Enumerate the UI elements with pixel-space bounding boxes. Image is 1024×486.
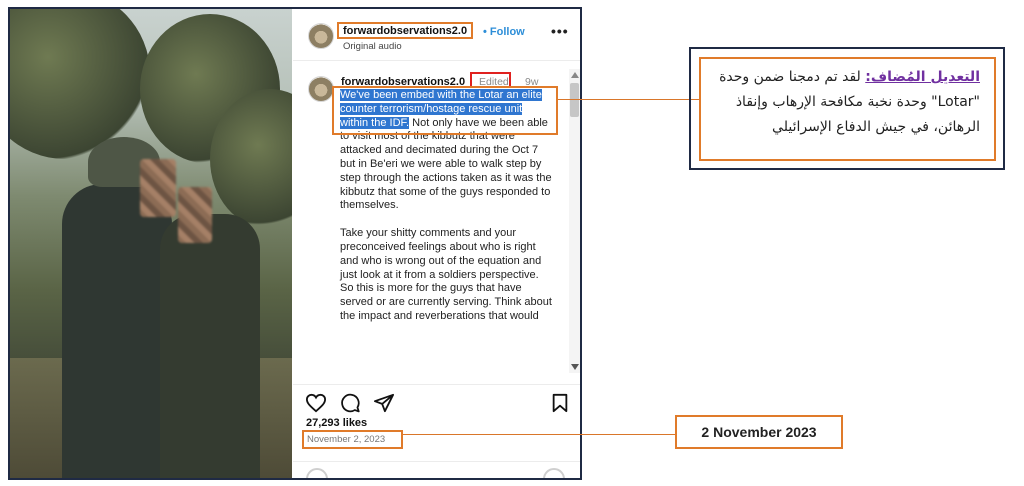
username-highlight-box [337, 22, 473, 39]
date-connector [403, 434, 675, 435]
caption-username[interactable]: forwardobservations2.0 [341, 76, 466, 88]
emoji-icon[interactable] [543, 468, 565, 480]
post-username[interactable]: forwardobservations2.0 [343, 25, 468, 37]
instagram-screenshot [8, 7, 582, 480]
caption-connector [558, 99, 699, 100]
time-ago: 9w [525, 76, 539, 88]
heart-icon[interactable] [305, 393, 327, 413]
caption-avatar[interactable] [308, 76, 334, 102]
date-highlight-box [302, 430, 403, 449]
add-comment-row[interactable] [293, 461, 582, 480]
instagram-post-panel [293, 9, 582, 478]
audio-label[interactable]: Original audio [343, 41, 402, 52]
callout-text: لقد تم دمجنا ضمن وحدة "Lotar" وحدة نخبة مكافحة الإرهاب وإنقاذ الرهائن، في جيش الدفاع الإسرائيلي [719, 69, 980, 135]
scroll-down-icon[interactable] [571, 364, 579, 370]
follow-button[interactable]: • Follow [483, 26, 525, 38]
comment-avatar [306, 468, 328, 480]
avatar[interactable] [308, 23, 334, 49]
scroll-up-icon[interactable] [571, 72, 579, 78]
caption-highlight-box [332, 86, 558, 135]
date-callout: 2 November 2023 [675, 415, 843, 449]
share-icon[interactable] [373, 393, 395, 413]
translation-callout [699, 57, 996, 161]
caption-paragraph-2: Take your shitty comments and your preconceived feelings about who is right and who is wrong out of the equation and just look at it from a soldiers perspective. So this is more for the guys that have served or are currently serving. Think about the impact and reverberations that would [340, 227, 552, 322]
edited-label: Edited [479, 76, 509, 88]
callout-label: التعديل المُضاف: [865, 69, 980, 85]
post-date: November 2, 2023 [307, 434, 386, 445]
comment-icon[interactable] [339, 393, 361, 414]
action-bar [293, 384, 582, 414]
more-options-icon[interactable]: ••• [551, 23, 569, 39]
caption-continuation: Not only have we been able to visit most of the kibbutz that were attacked and decimated during the Oct 7 but in Be'eri we were able to walk step by step through the actions taken as it was the kibbutz that some of the guys responded to themselves. [340, 116, 552, 212]
highlighted-caption: We've been embed with the Lotar an elite counter terrorism/hostage rescue unit within the IDF. [340, 89, 542, 129]
post-photo [10, 9, 292, 478]
scroll-thumb[interactable] [570, 83, 579, 117]
likes-count[interactable]: 27,293 likes [306, 417, 368, 429]
bookmark-icon[interactable] [551, 393, 569, 413]
caption-scrollbar[interactable] [569, 69, 580, 373]
